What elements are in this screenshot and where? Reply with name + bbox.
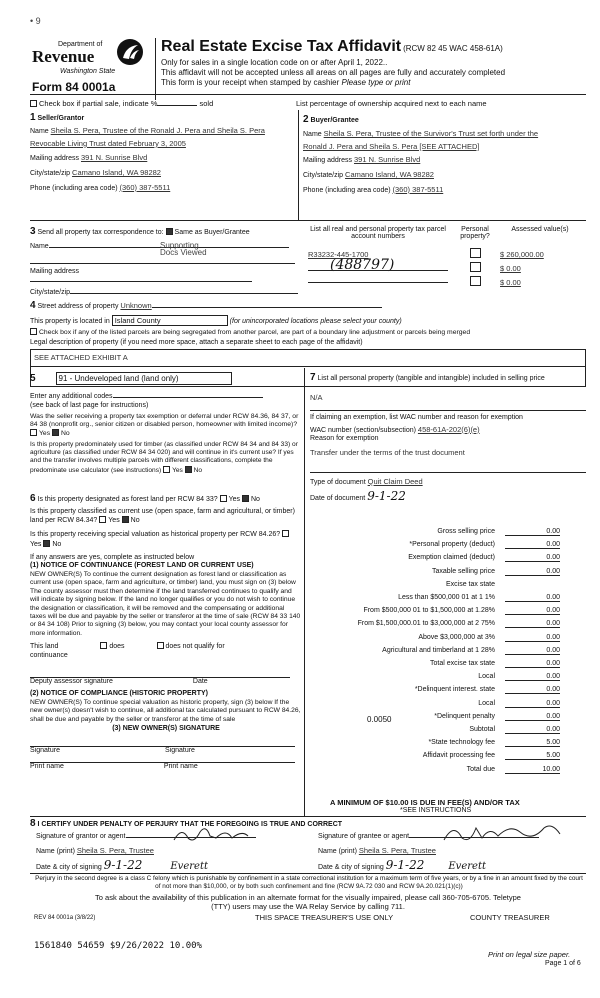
- buyer-mailing[interactable]: 391 N. Sunrise Blvd: [353, 155, 421, 165]
- buyer-phone[interactable]: (360) 387-5511: [392, 184, 444, 194]
- partial-sale-checkbox[interactable]: [30, 100, 37, 107]
- buyer-name[interactable]: Sheila S. Pera, Trustee of the Survivor's Trust set forth under the: [323, 129, 539, 138]
- calc-label: Total due: [466, 765, 495, 773]
- calc-label: *Personal property (deduct): [409, 541, 495, 549]
- calc-label: Less than $500,000 01 at 1 1%: [398, 594, 495, 601]
- personal-property-checkbox-1[interactable]: [470, 248, 481, 258]
- calc-label: Gross selling price: [437, 528, 495, 535]
- form-title: Real Estate Excise Tax Affidavit: [161, 38, 402, 55]
- personal-property-list[interactable]: N/A: [310, 392, 323, 402]
- legal-description-label: Legal description of property (if you need more space, attach a separate sheet to each page of the affidavit): [30, 338, 363, 346]
- supporting-docs-stamp: Supporting Docs Viewed: [160, 241, 207, 258]
- document-type[interactable]: Quit Claim Deed: [367, 476, 423, 486]
- property-section: 4 Street address of property Unknown This property is located in Island County (for unincorporated locations please select your county) Check box if any of the listed parcels are being segregated from another parcel, are part of a boundary line adjustment or parcels being merged Legal description of property (if you need more space, attach a separate sheet to each page of the affidavit) SEE ATTACHED EXHIBIT A: [30, 300, 586, 387]
- calc-label: Agricultural and timberland at 1 28%: [382, 646, 495, 654]
- seller-phone[interactable]: (360) 387-5511: [119, 182, 171, 192]
- revenue-text: Revenue: [32, 47, 95, 66]
- calc-label: Exemption claimed (deduct): [408, 554, 495, 562]
- section-8: 8 I CERTIFY UNDER PENALTY OF PERJURY THAT THE FOREGOING IS TRUE AND CORRECT Signature of grantor or agent Name (print) Sheila S. Pera, Trustee Date & city of signing 9-1-22 Everett Signature of grantee or agent Name (print) Sheila S. Pera, Trustee Date & city of signing 9-1-22 Everett: [30, 818, 586, 874]
- calc-label: Affidavit processing fee: [422, 752, 495, 760]
- recording-stamp: 1561840 54659 $9/26/2022 10.00%: [34, 941, 202, 951]
- local-rate: 0.0050: [367, 715, 392, 724]
- calc-value[interactable]: 0.00: [505, 686, 560, 694]
- dept-of-text: Department of: [58, 41, 103, 48]
- calc-value[interactable]: 0.00: [505, 554, 560, 562]
- buyer-city[interactable]: Camano Island, WA 98282: [345, 169, 434, 179]
- exemption-reason[interactable]: Transfer under the terms of the trust document: [310, 448, 465, 458]
- calc-label: Total excise tax state: [430, 660, 495, 667]
- calc-label: *Delinquent penalty: [434, 712, 495, 720]
- notice-compliance-text: NEW OWNER(S) To continue special valuation as historic property, sign (3) below If the new owner(s) doesn't wish to continue, all additional tax calculated pursuant to RCW 84.26, shall be due and payable by the seller or transferor at the time of sale: [30, 699, 301, 723]
- calc-label: Subtotal: [469, 726, 495, 733]
- assessed-value-3[interactable]: $ 0.00: [500, 278, 521, 287]
- q-timber: Is this property predominately used for timber (as classified under RCW 84 34 and 84 33) or agriculture (as classified under RCW 84 34 020) and will continue in it's current use? If yes and the transfer involves multiple parcels with different classifications, complete the predominate use calculator (see instructions): [30, 440, 298, 474]
- instruction-line-2: This affidavit will not be accepted unless all areas on all pages are fully and accurately completed: [161, 68, 506, 77]
- partial-sale-label: Check box if partial sale, indicate %: [39, 99, 158, 108]
- tax-correspondence-section: 3 Send all property tax correspondence to: Same as Buyer/Grantee Name Supporting Docs Viewed Mailing address City/state/zip: [30, 226, 300, 298]
- notice-continuance-text: NEW OWNER(S) To continue the current designation as forest land or classification as current use (open space, farm and agriculture, or timber) land, you must sign on (3) below The county assessor must then determine if the land transferred continues to qualify and will indicate by signing below. If the land no longer qualifies or you do not wish to continue the designation or classification, it will be removed and the compensating or additional taxes will be due and payable by the seller or transferor at the time of sale (RCW 84 33 140 or 84 34 108) Prior to signing (3) below, you may contact your local county assessor for more information.: [30, 571, 301, 637]
- revision: REV 84 0001a (3/8/22): [34, 915, 96, 921]
- historic-no[interactable]: [43, 540, 50, 547]
- personal-col-header: Personal property?: [460, 226, 490, 240]
- form-number: Form 84 0001a: [32, 80, 116, 94]
- seller-heading: Seller/Grantor: [37, 115, 85, 122]
- calc-label: *Delinquent interest. state: [414, 686, 495, 694]
- personal-property-checkbox-3[interactable]: [470, 276, 481, 286]
- correspondence-mailing[interactable]: [30, 281, 252, 282]
- dor-logo: [30, 34, 150, 100]
- calc-value[interactable]: 5.00: [505, 752, 560, 760]
- seller-mailing[interactable]: 391 N. Sunrise Blvd: [80, 153, 148, 163]
- street-address[interactable]: Unknown: [120, 301, 152, 310]
- county-treasurer: COUNTY TREASURER: [470, 913, 550, 922]
- seller-city[interactable]: Camano Island, WA 98282: [72, 167, 161, 177]
- buyer-section: 2 Buyer/Grantee Name Sheila S. Pera, Trustee of the Survivor's Trust set forth under the Ronald J. Pera and Sheila S. Pera [SEE ATTACHED] Mailing address 391 N. Sunrise Blvd City/state/zip Camano Island, WA 98282 Phone (including area code) (360) 387-5511: [303, 114, 586, 195]
- calc-value[interactable]: 0.00: [505, 620, 560, 628]
- current-use-no[interactable]: [122, 516, 129, 523]
- q-exemption: Was the seller receiving a property tax exemption or deferral under RCW 84.36, 84 37, or 84 38 (nonprofit org., senior citizen or disabled person, homeowner with limited income)?: [30, 412, 299, 428]
- calc-value[interactable]: 0.00: [505, 713, 560, 721]
- exemption-yes[interactable]: [30, 429, 37, 436]
- section-5: 5 91 - Undeveloped land (land only) Enter any additional codes (see back of last page for instructions) Was the seller receiving a property tax exemption or deferral under RCW 84.36, 84 37, or 84 38 (nonprofit org., senior citizen or disabled person, homeowner with limited income)? Yes No Is this property predominately used for timber (as classified under RCW 84 34 and 84 33) or agriculture (as classified under RCW 84 34 020) and will continue in it's current use? If yes and the transfer involves multiple parcels with different classifications, complete the predominate use calculator (see instructions) Yes No: [30, 373, 299, 474]
- calc-value[interactable]: 0.00: [505, 634, 560, 642]
- instruction-line-1: Only for sales in a single location code on or after April 1, 2022..: [161, 58, 388, 67]
- calc-value[interactable]: 0.00: [505, 660, 560, 668]
- calc-label: From $1,500,000.01 to $3,000,000 at 2 75%: [357, 620, 495, 628]
- calc-label: Local: [478, 699, 495, 707]
- document-date[interactable]: 9-1-22: [367, 489, 406, 504]
- grantor-signing-date[interactable]: 9-1-22: [103, 858, 143, 872]
- assessed-col-header: Assessed value(s): [511, 226, 569, 233]
- assessed-value-2[interactable]: $ 0.00: [500, 264, 521, 273]
- does-not-checkbox[interactable]: [157, 642, 164, 649]
- parcel-col-header: List all real and personal property tax parcel account numbers: [310, 226, 446, 240]
- statute: (RCW 82 45 WAC 458-61A): [403, 44, 503, 53]
- grantor-signature-scrawl: [170, 824, 290, 848]
- calc-value[interactable]: 0.00: [505, 673, 560, 681]
- grantee-signature-scrawl: [440, 820, 580, 848]
- ownership-label: List percentage of ownership acquired next to each name: [296, 99, 487, 108]
- page-number: Page 1 of 6: [545, 960, 581, 967]
- alt-format-line2: (TTY) users may use the WA Relay Service by calling 711.: [211, 902, 405, 911]
- segregated-checkbox[interactable]: [30, 328, 37, 335]
- certification: I CERTIFY UNDER PENALTY OF PERJURY THAT THE FOREGOING IS TRUE AND CORRECT: [37, 821, 343, 828]
- notice-compliance-title: (2) NOTICE OF COMPLIANCE (HISTORIC PROPERTY): [30, 690, 208, 698]
- sold-label: sold: [199, 99, 214, 108]
- corner-mark: • 9: [30, 16, 41, 26]
- calc-label: Above $3,000,000 at 3%: [418, 633, 495, 641]
- calc-value[interactable]: 0.00: [505, 528, 560, 536]
- timber-no[interactable]: [185, 466, 192, 473]
- treasurer-use-only: THIS SPACE TREASURER'S USE ONLY: [255, 913, 394, 922]
- parcel-number[interactable]: R33232-445-1700: [308, 250, 369, 259]
- seller-section: 1 Seller/Grantor Name Sheila S. Pera, Trustee of the Ronald J. Pera and Sheila S. Pera Revocable Living Trust dated February 3, 2005 Mailing address 391 N. Sunrise Blvd City/state/zip Camano Island, WA 98282 Phone (including area code) (360) 387-5511: [30, 112, 296, 193]
- calc-value[interactable]: 5.00: [505, 739, 560, 747]
- calc-label: Taxable selling price: [431, 567, 495, 575]
- correspondence-city[interactable]: [70, 293, 298, 294]
- section-7: 7 List all personal property (tangible and intangible) included in selling price N/A If claiming an exemption, list WAC number and reason for exemption WAC number (section/subsection) 458-61A-202(6)(e) Reason for exemption Transfer under the terms of the trust document Type of document Quit Claim Deed Date of document 9-1-22: [310, 372, 586, 504]
- tax-calculation: [310, 528, 560, 798]
- historic-yes[interactable]: [282, 530, 289, 537]
- grantee-print-name[interactable]: Sheila S. Pera, Trustee: [358, 846, 436, 855]
- type-or-print: Please type or print: [341, 78, 411, 87]
- partial-percent-field[interactable]: [157, 105, 197, 106]
- calc-value[interactable]: 10.00: [505, 766, 560, 774]
- form-title-block: [161, 38, 581, 88]
- timber-yes[interactable]: [163, 466, 170, 473]
- calc-value[interactable]: 0.00: [505, 700, 560, 708]
- grantor-print-name[interactable]: Sheila S. Pera, Trustee: [76, 846, 154, 855]
- current-use-yes[interactable]: [99, 516, 106, 523]
- alt-format-line1: To ask about the availability of this publication in an alternate format for the visually impaired, please call 360-705-6705. Teletype: [95, 893, 521, 902]
- state-text: Washington State: [60, 68, 116, 75]
- notice-continuance-title: (1) NOTICE OF CONTINUANCE (FOREST LAND OR CURRENT USE): [30, 562, 254, 570]
- seller-name[interactable]: Sheila S. Pera, Trustee of the Ronald J. Pera and Sheila S. Pera: [50, 126, 265, 135]
- assessed-value-1[interactable]: $ 260,000.00: [500, 250, 544, 259]
- calc-value[interactable]: 0.00: [505, 607, 560, 615]
- parcel-handwritten: (488797): [330, 257, 395, 273]
- calc-value[interactable]: 0.00: [505, 726, 560, 734]
- calc-value[interactable]: 0.00: [505, 647, 560, 655]
- calc-value[interactable]: 0.00: [505, 541, 560, 549]
- grantor-signing-city[interactable]: Everett: [170, 861, 208, 872]
- personal-property-checkbox-2[interactable]: [470, 262, 481, 272]
- calc-label: Excise tax state: [445, 580, 495, 588]
- see-instructions: *SEE INSTRUCTIONS: [400, 807, 472, 814]
- perjury-notice: Perjury in the second degree is a class C felony which is punishable by confinement in a state correctional institution for a maximum term of five years, or by a fine in an amount fixed by the court of not more than $10,000, or by both such confinement and fine (RCW 9A.72 030 and RCW 9A.20.021(1)(c)): [35, 875, 583, 890]
- buyer-heading: Buyer/Grantee: [310, 117, 359, 124]
- calc-label: Local: [478, 673, 495, 681]
- calc-value[interactable]: 0.00: [505, 594, 560, 602]
- additional-codes-field[interactable]: [113, 397, 263, 398]
- grantee-signing-city[interactable]: Everett: [448, 861, 486, 872]
- use-code-select[interactable]: 91 - Undeveloped land (land only): [56, 372, 232, 385]
- calc-label: *State technology fee: [428, 739, 495, 747]
- minimum-due: A MINIMUM OF $10.00 IS DUE IN FEE(S) AND/OR TAX: [330, 798, 520, 807]
- county-select[interactable]: Island County: [112, 315, 228, 326]
- revenue-logo-icon: [116, 38, 144, 68]
- forest-yes[interactable]: [220, 495, 227, 502]
- seller-name-line2[interactable]: Revocable Living Trust dated February 3, 2005: [30, 138, 186, 148]
- calc-label: From $500,000 01 to $1,500,000 at 1.28%: [363, 607, 495, 615]
- legal-paper-note: Print on legal size paper.: [488, 950, 571, 959]
- same-as-buyer-checkbox[interactable]: [166, 228, 173, 235]
- calc-value[interactable]: 0.00: [505, 568, 560, 576]
- grantee-signing-date[interactable]: 9-1-22: [385, 858, 425, 872]
- buyer-name-line2[interactable]: Ronald J. Pera and Sheila S. Pera [SEE ATTACHED]: [303, 141, 480, 151]
- section-6: 6 Is this property designated as forest land per RCW 84 33? Yes No Is this property classified as current use (open space, farm and agricultural, or timber) land per RCW 84.34? Yes No Is this property receiving special valuation as historical property per RCW 84.26? Yes No If any answers are yes, complete as instructed below (1) NOTICE OF CONTINUANCE (FOREST LAND OR CURRENT USE) NEW OWNER(S) To continue the current designation as forest land or classification as current use (open space, farm and agriculture, or timber) land, you must sign on (3) below The county assessor must then determine if the land transferred continues to qualify and will indicate by signing below. If the land no longer qualifies or you do not wish to continue the designation or classification, it will be removed and the compensating or additional taxes will be due and payable by the seller or transferor at the time of sale (RCW 84 33 140 or 84 34 108) Prior to signing (3) below, you may contact your local county assessor for more information. This land does does not qualify for continuance Deputy assessor signature Date (2) NOTICE OF COMPLIANCE (HISTORIC PROPERTY) NEW OWNER(S) To continue special valuation as historic property, sign (3) below If the new owner(s) doesn't wish to continue, all additional tax calculated pursuant to RCW 84.26, shall be due and payable by the seller or transferor at the time of sale (3) NEW OWNER(S) SIGNATURE Signature Signature Print name Print name: [30, 493, 301, 770]
- does-checkbox[interactable]: [100, 642, 107, 649]
- instruction-line-3: This form is your receipt when stamped by cashier: [161, 78, 340, 87]
- wac-number[interactable]: 458-61A-202(6)(e): [417, 424, 480, 434]
- exemption-no[interactable]: [52, 429, 59, 436]
- forest-no[interactable]: [242, 495, 249, 502]
- legal-description: SEE ATTACHED EXHIBIT A: [34, 353, 128, 363]
